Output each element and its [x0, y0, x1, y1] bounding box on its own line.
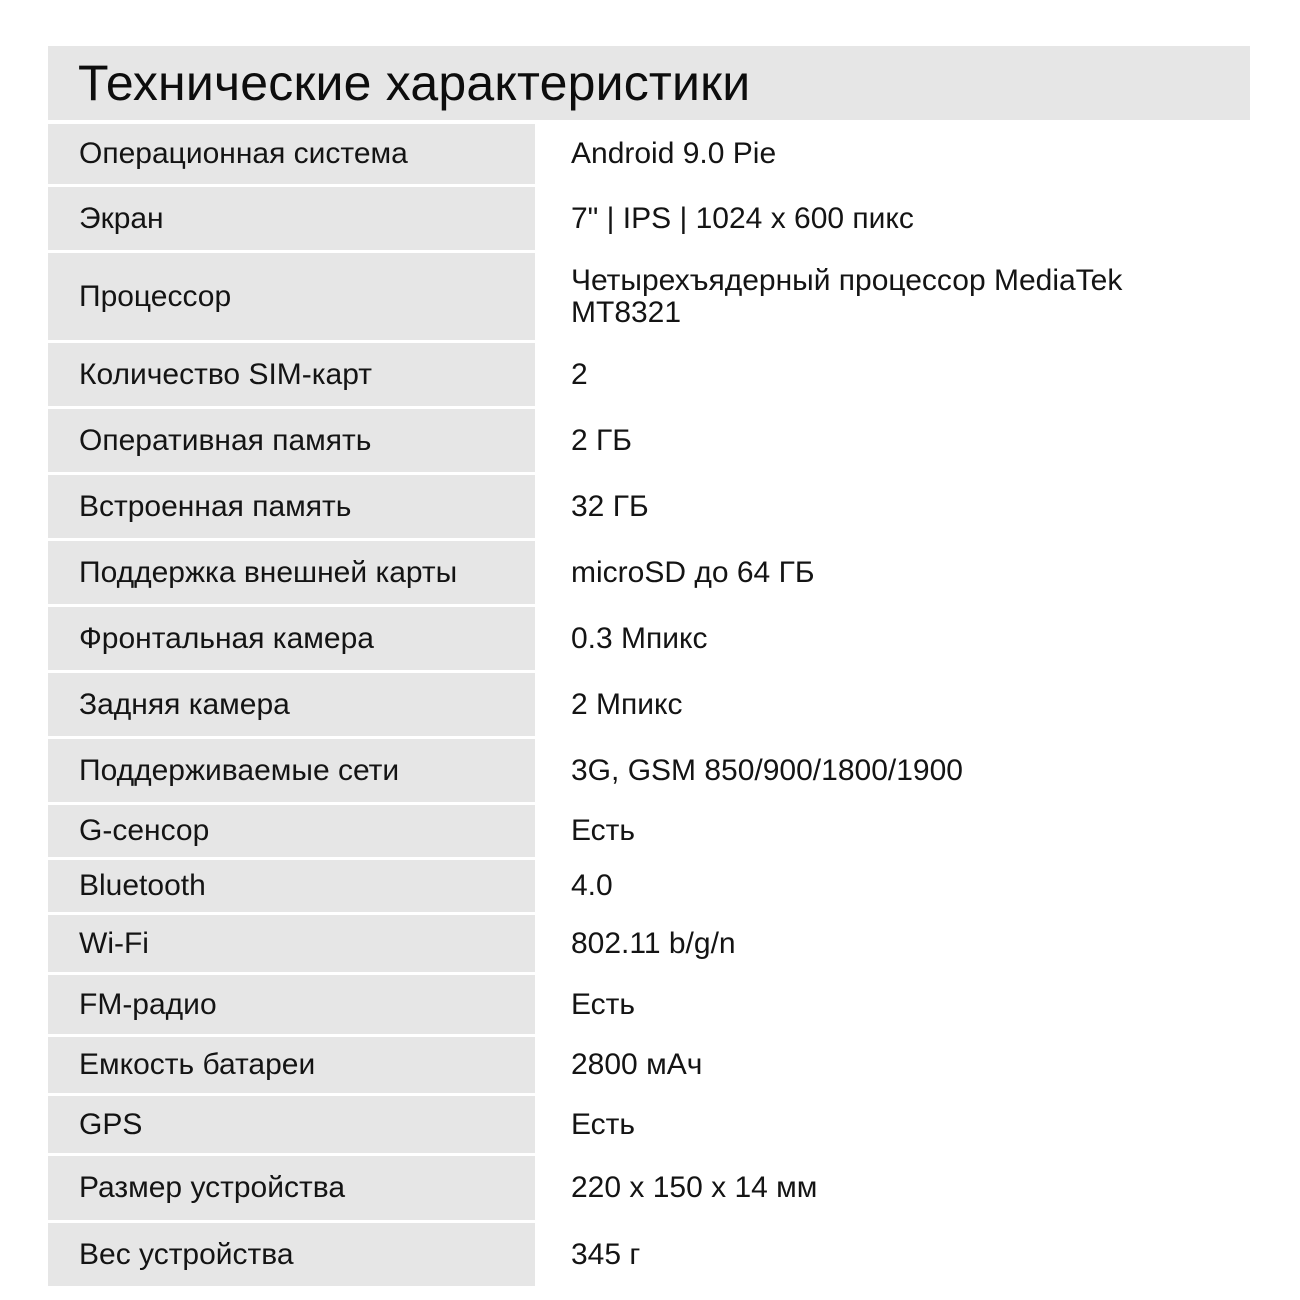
spec-value: 3G, GSM 850/900/1800/1900 [571, 753, 963, 787]
spec-label: Количество SIM-карт [48, 343, 535, 406]
spec-label: Поддерживаемые сети [48, 739, 535, 802]
spec-row [48, 343, 1250, 409]
spec-row [48, 187, 1250, 253]
spec-row [48, 805, 1250, 860]
spec-row [48, 860, 1250, 915]
spec-value: 2 Мпикс [571, 687, 683, 721]
spec-value: 32 ГБ [571, 489, 649, 523]
spec-label: Размер устройства [48, 1156, 535, 1220]
spec-label: GPS [48, 1096, 535, 1153]
spec-table [48, 124, 1250, 1286]
spec-value: 802.11 b/g/n [571, 926, 736, 960]
spec-value: Есть [571, 814, 636, 847]
spec-row [48, 124, 1250, 187]
spec-label: Встроенная память [48, 475, 535, 538]
spec-row [48, 915, 1250, 975]
spec-label: Экран [48, 187, 535, 250]
spec-label: Емкость батареи [48, 1037, 535, 1093]
spec-value: 4.0 [571, 869, 613, 902]
spec-row [48, 1096, 1250, 1156]
spec-value: Android 9.0 Pie [571, 137, 777, 170]
spec-row [48, 1156, 1250, 1223]
spec-row [48, 409, 1250, 475]
spec-row [48, 1037, 1250, 1096]
page-title: Технические характеристики [78, 55, 751, 111]
spec-label: Bluetooth [48, 860, 535, 912]
spec-label: Процессор [48, 253, 535, 340]
spec-label: Фронтальная камера [48, 607, 535, 670]
spec-label: FM-радио [48, 975, 535, 1034]
spec-value: Есть [571, 987, 636, 1021]
spec-value: 7" | IPS | 1024 x 600 пикс [571, 201, 914, 235]
spec-row [48, 607, 1250, 673]
spec-row [48, 975, 1250, 1037]
spec-value: 0.3 Мпикс [571, 621, 708, 655]
spec-row [48, 253, 1250, 343]
spec-value: Есть [571, 1107, 636, 1141]
spec-value: 2 ГБ [571, 423, 632, 457]
spec-value: 2 [571, 357, 588, 391]
spec-label: Wi-Fi [48, 915, 535, 972]
spec-value: 2800 мАч [571, 1048, 703, 1081]
spec-value: microSD до 64 ГБ [571, 555, 815, 589]
spec-value: Четырехъядерный процессор MediaTek MT8321 [571, 263, 1123, 329]
spec-row [48, 541, 1250, 607]
spec-value: 345 г [571, 1237, 641, 1271]
spec-row [48, 673, 1250, 739]
spec-label: Операционная система [48, 124, 535, 184]
spec-label: Поддержка внешней карты [48, 541, 535, 604]
spec-row [48, 475, 1250, 541]
spec-row [48, 739, 1250, 805]
title-bar [48, 46, 1250, 120]
spec-label: Вес устройства [48, 1223, 535, 1286]
spec-label: Задняя камера [48, 673, 535, 736]
spec-value: 220 x 150 x 14 мм [571, 1171, 818, 1204]
spec-row [48, 1223, 1250, 1286]
spec-label: G-сенсор [48, 805, 535, 857]
spec-label: Оперативная память [48, 409, 535, 472]
